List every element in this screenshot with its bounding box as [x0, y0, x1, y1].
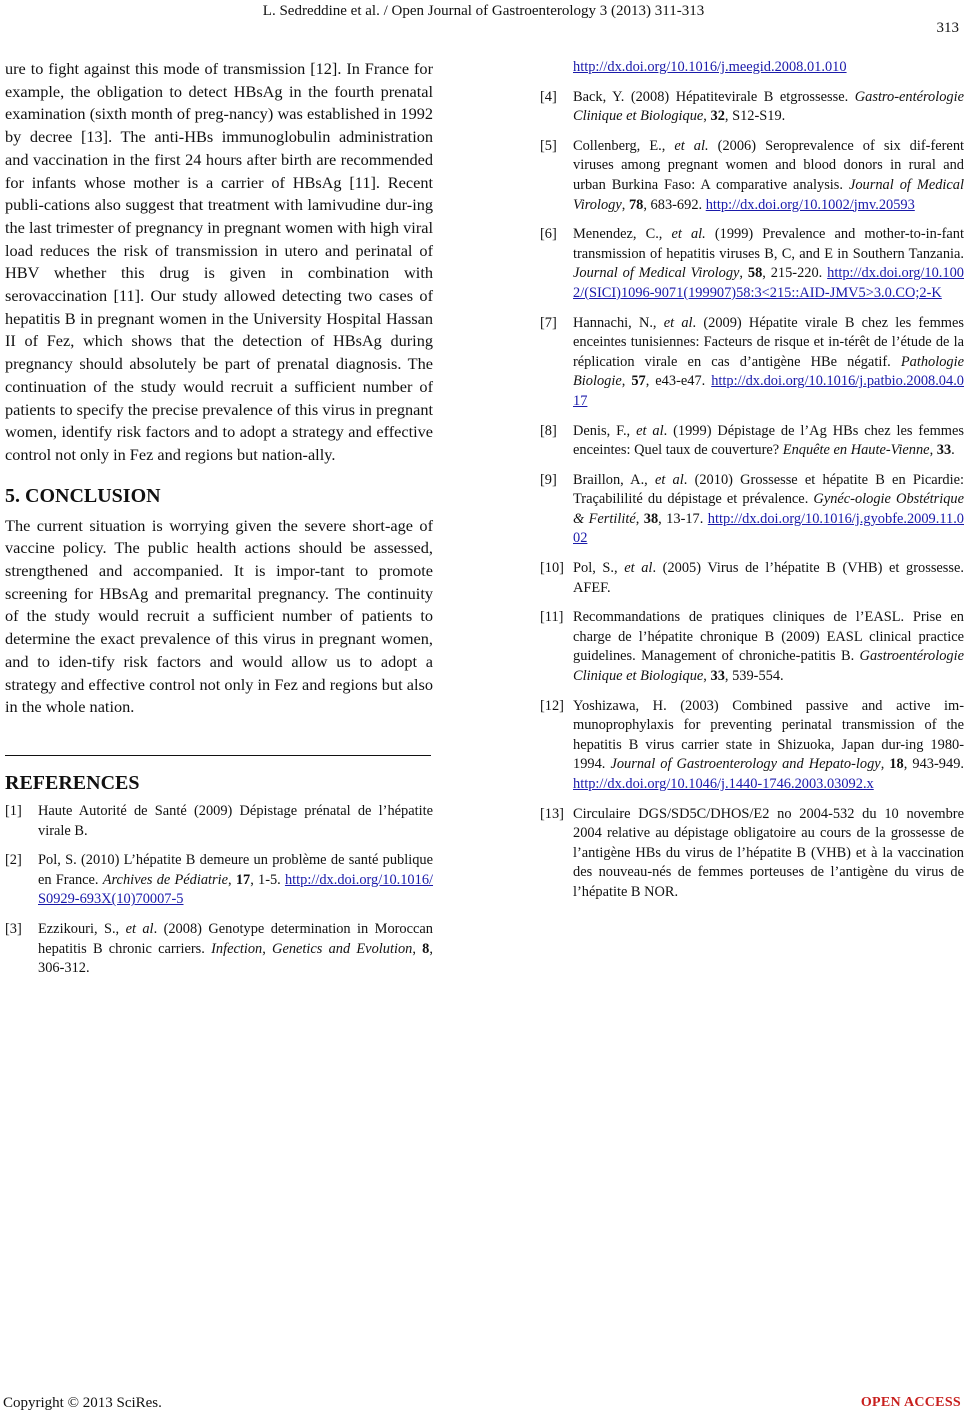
doi-link[interactable]: http://dx.doi.org/10.1002/jmv.20593	[705, 196, 915, 213]
reference-item	[540, 314, 964, 412]
doi-link[interactable]: http://dx.doi.org/10.1016/j.gyobfe.2009.11.002	[573, 510, 964, 547]
reference-item	[540, 471, 964, 549]
reference-segment: ,	[228, 871, 236, 888]
reference-segment: . (2008) Genotype determination in Moroccan hepatitis B chronic carriers.	[38, 920, 433, 957]
volume-number: 33	[936, 442, 952, 459]
copyright: Copyright © 2013 SciRes.	[3, 1395, 162, 1411]
reference-segment: Braillon, A.,	[573, 471, 655, 488]
journal-title: Gynéc-ologie Obstétrique & Fertilité	[573, 491, 964, 527]
reference-segment: ,	[635, 510, 644, 527]
journal-title: et al	[663, 314, 693, 331]
journal-title: et al.	[674, 137, 709, 154]
journal-title: et al	[125, 920, 154, 937]
body-paragraph: ure to fight against this mode of transmission [12]. In France for example, the obligation to detect HBsAg in the fourth prenatal examination (sixth month of preg-nancy) was established in 1992 by decree [13]. The anti-HBs immunoglobulin administration and vaccination in the first 24 hours after birth are recommended for infants whose mother is a carrier of HBsAg [11]. Recent publi-cations also suggest that treatment with lamivudine dur-ing the last trimester of pregnancy in pregnant women with high viral load reduces the risk of transmission in utero and perinatal of HBV whether this drug is given in combination with serovaccination [11]. Our study allowed detecting two cases of hepatitis B in pregnant women in the University Hospital Hassan II of Fez, which shows that the detection of HBsAg during pregnancy should absolutely be part of prenatal diagnosis. The continuation of the study would recruit a sufficient number of patients to specify the precise prevalence of this virus in pregnant women, identify risk factors and to adopt a strategy and effective control not only in Fez and regions but nation-ally.	[5, 59, 433, 464]
reference-continuation	[540, 58, 964, 78]
reference-number: [9]	[540, 471, 557, 488]
reference-segment: , e43-e47.	[645, 373, 712, 390]
section-heading-conclusion: 5. CONCLUSION	[5, 484, 161, 507]
volume-number: 17	[235, 871, 251, 888]
reference-number: [5]	[540, 137, 557, 154]
reference-item	[540, 608, 964, 686]
reference-item	[540, 88, 964, 127]
reference-segment: Yoshizawa, H. (2003) Combined passive and active im-munoprophylaxis for preventing perinatal transmission of the hepatitis B virus carrier state in Shizuoka, Japan dur-ing 1980-1994.	[573, 697, 964, 773]
page-number: 313	[936, 20, 959, 36]
reference-segment: ,	[703, 668, 711, 685]
reference-item	[540, 559, 964, 598]
journal-title: Journal of Medical Virology	[573, 265, 740, 282]
reference-text	[573, 697, 964, 795]
reference-text	[573, 225, 964, 303]
doi-link[interactable]: http://dx.doi.org/10.1046/j.1440-1746.2003.03092.x	[573, 776, 874, 792]
reference-segment: ,	[621, 373, 632, 390]
reference-text	[573, 314, 964, 412]
reference-item	[540, 225, 964, 303]
reference-segment: Back, Y. (2008) Hépatitevirale B etgrossesse.	[573, 88, 855, 105]
reference-segment: Denis, F.,	[573, 422, 637, 439]
doi-link[interactable]: http://dx.doi.org/10.1016/S0929-693X(10)70007-5	[38, 871, 434, 908]
volume-number: 38	[643, 510, 659, 527]
reference-segment: ,	[262, 940, 273, 957]
reference-number: [1]	[5, 802, 22, 819]
reference-text	[38, 851, 433, 910]
reference-segment: ,	[739, 265, 748, 282]
volume-number: 33	[710, 668, 725, 685]
left-column	[5, 58, 433, 989]
journal-title: Gastro-entérologie Clinique et Biologique	[573, 88, 964, 125]
reference-number: [2]	[5, 852, 22, 869]
volume-number: 58	[747, 265, 763, 282]
doi-link[interactable]: http://dx.doi.org/10.1002/(SICI)1096-9071(199907)58:3<215::AID-JMV5>3.0.CO;2-K	[573, 265, 964, 301]
reference-list	[5, 802, 433, 979]
reference-segment: Haute Autorité de Santé (2009) Dépistage prénatal de l’hépatite virale B.	[38, 802, 433, 839]
reference-number: [6]	[540, 226, 557, 243]
reference-number: [7]	[540, 314, 557, 331]
reference-segment: . (2009) Hépatite virale B chez les femmes enceintes tunisiennes: Facteurs de risque et in-térêt de l’étude de la réplication virale en cas d’antigène HBe négatif.	[573, 314, 964, 370]
reference-text	[573, 422, 964, 461]
reference-text	[573, 137, 964, 215]
reference-number: [8]	[540, 422, 557, 439]
reference-segment: , 943-949.	[903, 756, 964, 773]
reference-segment: (2006) Seroprevalence of six dif-ferent viruses among pregnant women and blood donors in rural and urban Burkina Faso: A comparative analysis.	[573, 137, 965, 193]
reference-segment: Menendez, C.,	[573, 226, 672, 243]
journal-title: et al	[654, 471, 684, 488]
reference-item	[540, 137, 964, 215]
reference-item	[540, 805, 964, 903]
reference-segment: ,	[412, 940, 423, 957]
doi-link[interactable]: http://dx.doi.org/10.1016/j.meegid.2008.01.010	[573, 59, 847, 75]
reference-list	[540, 88, 964, 903]
reference-number: [4]	[540, 88, 557, 105]
reference-segment: , 1-5.	[250, 871, 285, 888]
reference-text	[38, 920, 433, 979]
journal-title: Pathologie Biologie	[573, 353, 964, 390]
reference-text	[38, 802, 433, 841]
reference-segment: Pol, S. (2010) L’hépatite B demeure un problème de santé publique en France.	[38, 852, 433, 888]
journal-title: Infection	[211, 940, 263, 957]
doi-link[interactable]: http://dx.doi.org/10.1016/j.patbio.2008.04.017	[573, 373, 964, 409]
reference-segment: Recommandations de pratiques cliniques de l’EASL. Prise en charge de l’hépatite chronique B (2009) EASL clinical practice guidelines. Management of chroniche-patitis B.	[573, 609, 964, 665]
reference-item	[5, 851, 433, 910]
journal-title: et al.	[671, 226, 706, 243]
references-heading: REFERENCES	[5, 771, 140, 794]
reference-text	[573, 559, 964, 598]
open-access-label: OPEN ACCESS	[860, 1395, 961, 1410]
reference-segment: ,	[929, 442, 937, 459]
reference-item	[540, 422, 964, 461]
journal-title: et al	[636, 422, 664, 439]
journal-title: Enquête en Haute-Vienne	[782, 442, 930, 459]
reference-segment: , 306-312.	[38, 940, 433, 977]
journal-title: et al	[624, 560, 653, 577]
volume-number: 18	[889, 756, 904, 773]
journal-title: Gastroentérologie Clinique et Biologique	[573, 648, 964, 685]
reference-segment: Circulaire DGS/SD5C/DHOS/E2 no 2004-532 du 10 novembre 2004 relative au dépistage obligatoire au cours de la grossesse de l’antigène HBs du virus de l’hépatite B (VHB) et à la vaccination des nouveau-nés de femmes porteuses de l’antigène du virus de l’hépatite B NOR.	[573, 805, 964, 900]
reference-number: [12]	[540, 697, 564, 714]
reference-segment: .	[951, 442, 955, 459]
volume-number: 57	[631, 373, 646, 390]
reference-segment: , 215-220.	[762, 265, 828, 282]
section-divider	[5, 755, 431, 756]
reference-segment: ,	[880, 756, 890, 773]
reference-number: [10]	[540, 560, 564, 577]
reference-text	[573, 608, 964, 686]
conclusion-paragraph: The current situation is worrying given the severe short-age of vaccine policy. The public health actions should be assessed, strengthened and accompanied. It is impor-tant to promote screening for HBsAg and premarital pregnancy. The continuity of the study would recruit a sufficient number of patients to determine the exact prevalence of this virus in pregnant women, and to iden-tify risk factors and would allow us to adopt a strategy and effective control not only in Fez and regions but also in the whole nation.	[5, 515, 433, 717]
reference-segment: . (2010) Grossesse et hépatite B en Picardie: Traçabililité du dépistage et prévalence.	[573, 471, 964, 508]
journal-title: Journal of Medical Virology	[573, 176, 965, 213]
right-column	[540, 58, 964, 913]
reference-number: [3]	[5, 920, 22, 937]
reference-number: [13]	[540, 805, 564, 822]
reference-segment: ,	[621, 196, 629, 213]
reference-text	[573, 88, 964, 127]
reference-segment: . (2005) Virus de l’hépatite B (VHB) et grossesse. AFEF.	[573, 560, 964, 596]
journal-title: Archives de Pédiatrie	[102, 871, 229, 888]
reference-text	[573, 471, 964, 549]
reference-segment: Collenberg, E.,	[573, 137, 675, 154]
journal-title: Genetics and Evolution	[272, 940, 413, 957]
volume-number: 78	[628, 196, 644, 213]
reference-item	[5, 920, 433, 979]
reference-segment: . (1999) Dépistage de l’Ag HBs chez les femmes enceintes: Quel taux de couverture?	[573, 422, 964, 459]
reference-segment: Pol, S.,	[573, 560, 625, 577]
volume-number: 32	[710, 108, 725, 125]
reference-segment: , 539-554.	[724, 668, 784, 685]
reference-number: [11]	[540, 609, 564, 626]
reference-text	[573, 805, 964, 903]
reference-segment: , S12-S19.	[724, 108, 786, 125]
reference-segment: Hannachi, N.,	[573, 314, 664, 331]
volume-number: 8	[422, 940, 430, 957]
reference-segment: , 13-17.	[658, 510, 708, 527]
reference-item	[5, 802, 433, 841]
reference-segment: , 683-692.	[643, 196, 706, 213]
running-header: L. Sedreddine et al. / Open Journal of Gastroenterology 3 (2013) 311-313	[262, 3, 705, 19]
reference-segment: (1999) Prevalence and mother-to-in-fant transmission of hepatitis viruses B, C, and E in Southern Tanzania.	[573, 226, 964, 262]
reference-segment: ,	[703, 108, 711, 125]
journal-title: Journal of Gastroenterology and Hepato-logy	[610, 756, 881, 773]
reference-item	[540, 697, 964, 795]
reference-segment: Ezzikouri, S.,	[38, 920, 126, 937]
